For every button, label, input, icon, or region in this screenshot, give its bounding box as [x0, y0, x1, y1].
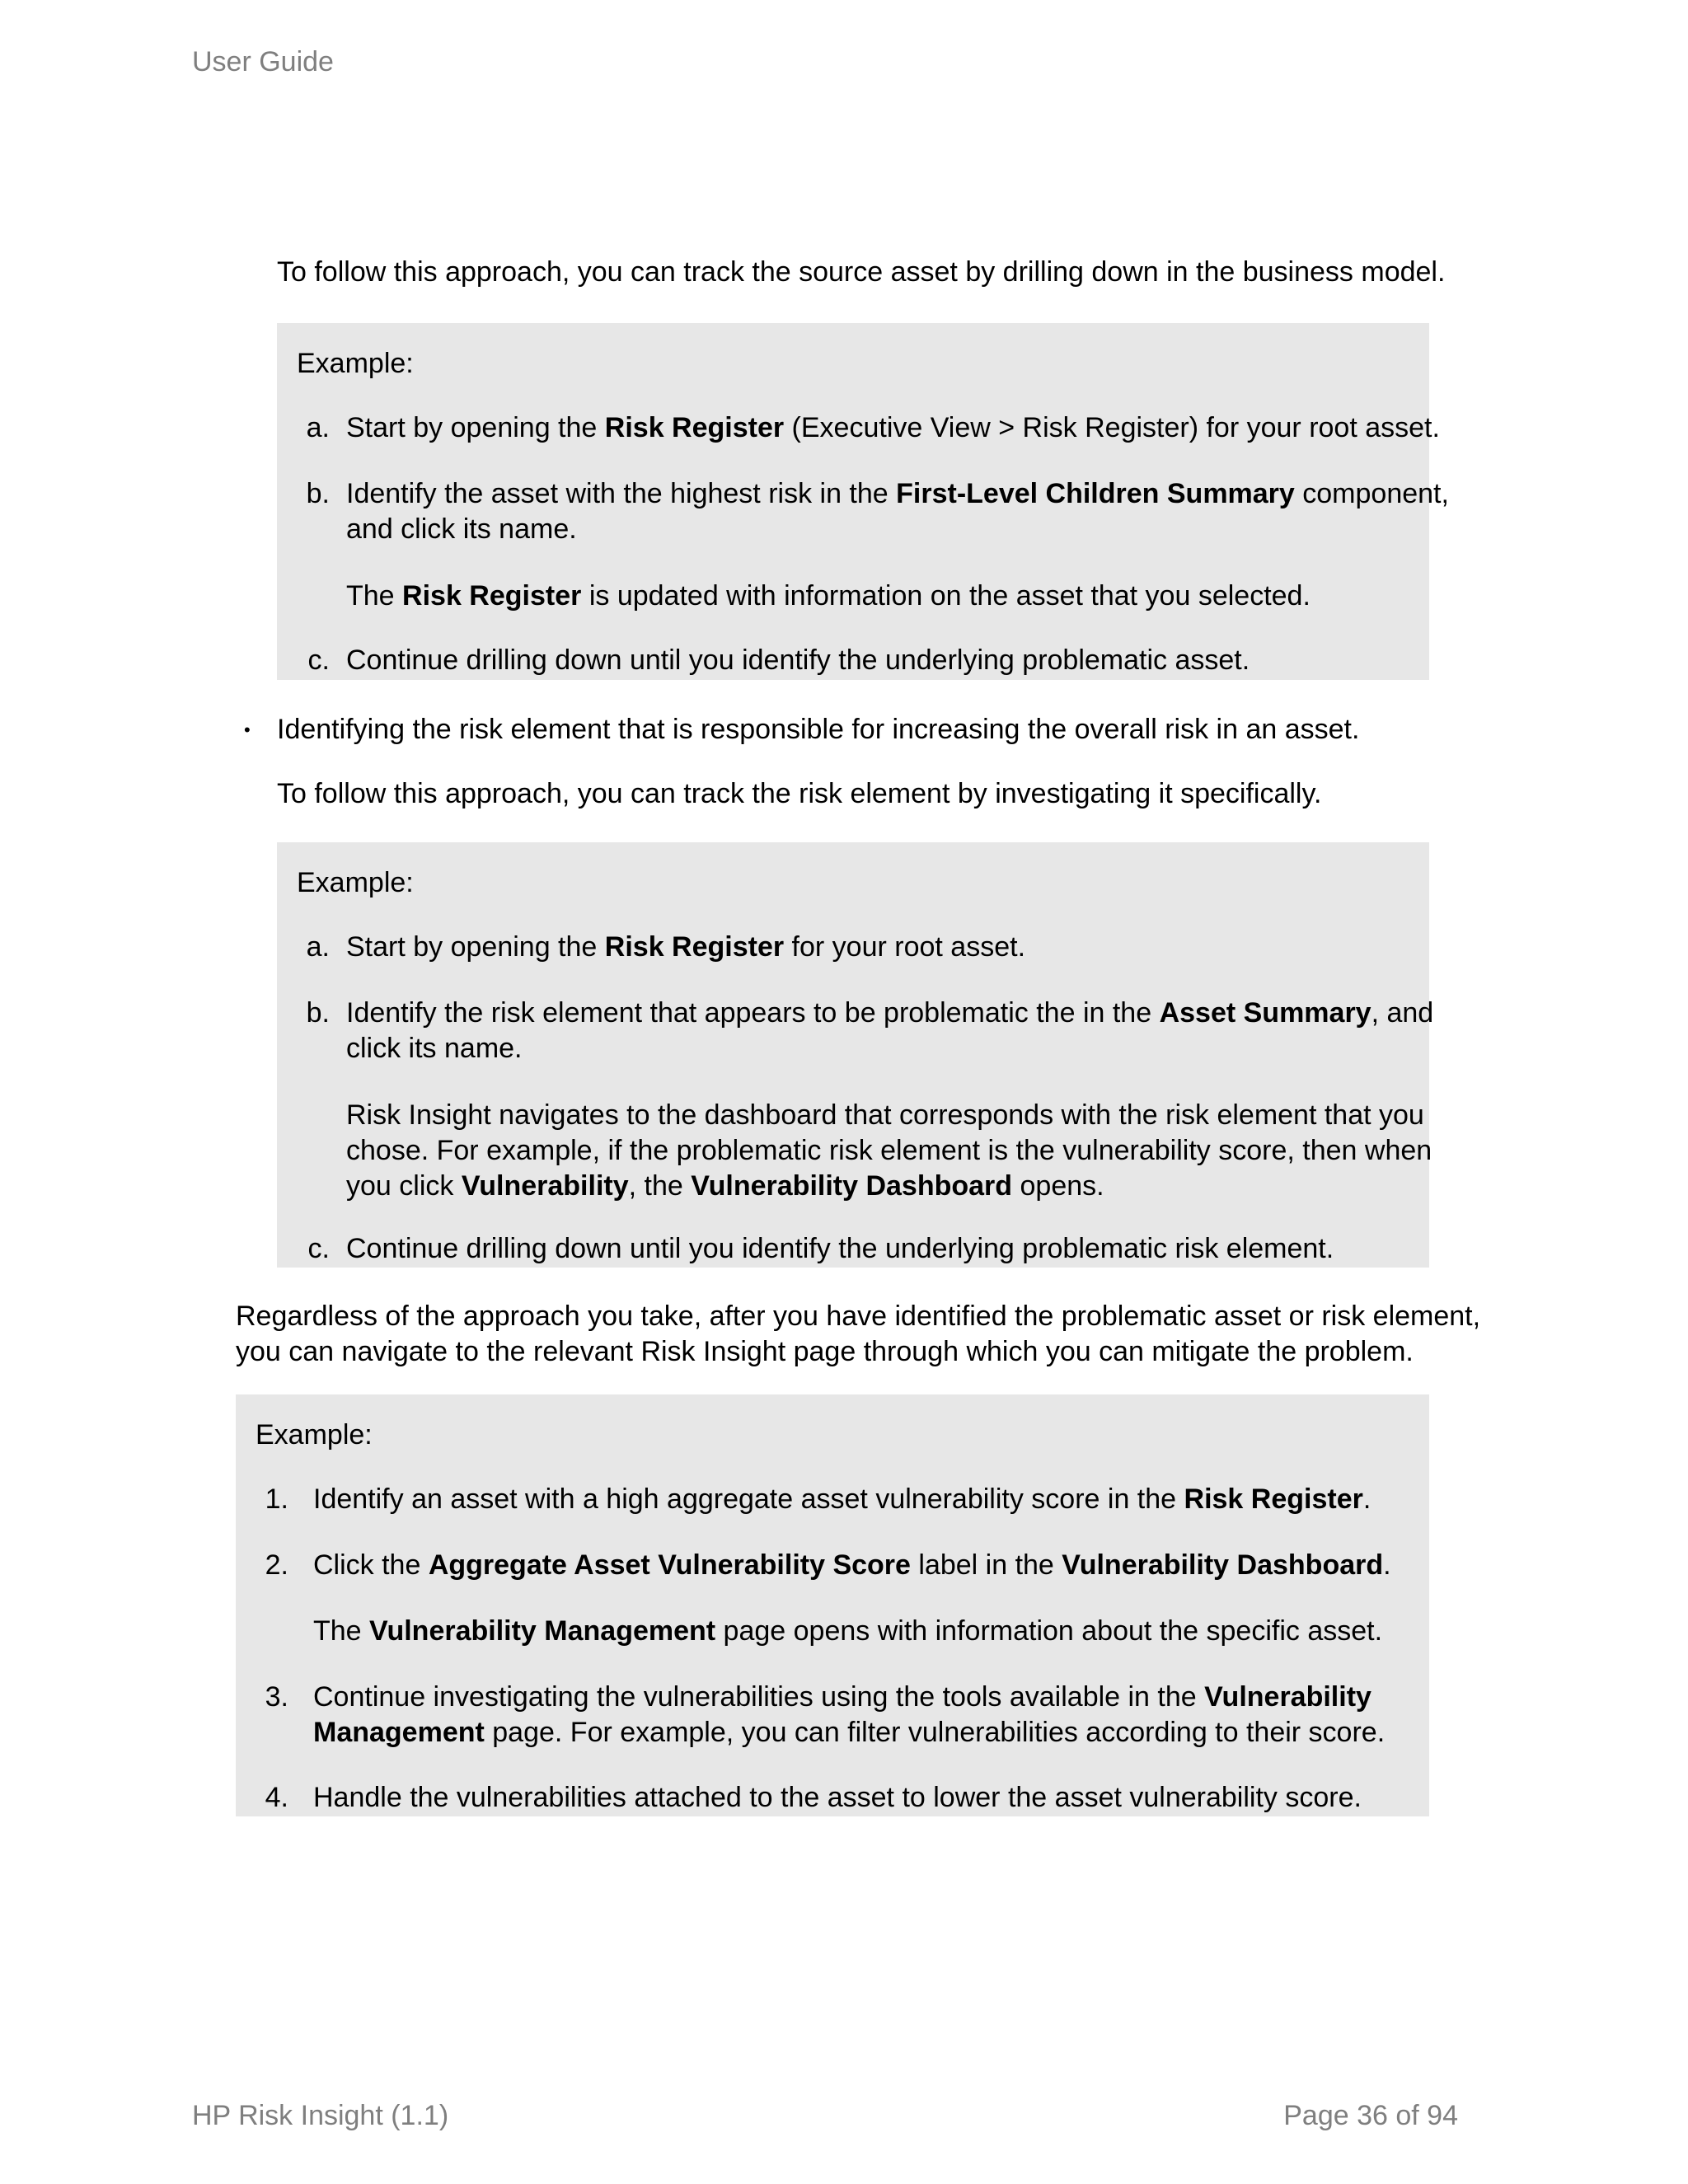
list-item-note-text: Risk Insight navigates to the dashboard that corresponds with the risk element that you chose. For example, if the problematic risk element is the vulnerability score, then when you click Vulnerability, the Vulnerability Dashboard opens.: [346, 1099, 1432, 1202]
list-item-text: Click the Aggregate Asset Vulnerability Score label in the Vulnerability Dashboard.: [313, 1549, 1391, 1581]
list-item-text: Continue drilling down until you identify the underlying problematic asset.: [346, 644, 1250, 676]
list-marker: 2.: [265, 1549, 288, 1581]
list-marker: c.: [307, 644, 330, 676]
list-item-text: Handle the vulnerabilities attached to the asset to lower the asset vulnerability score.: [313, 1782, 1362, 1813]
section1-intro: To follow this approach, you can track the source asset by drilling down in the business model.: [277, 256, 1446, 288]
list-item-text: Continue drilling down until you identify the underlying problematic risk element.: [346, 1233, 1334, 1264]
example-box-3: [236, 1394, 1429, 1816]
list-marker: 1.: [265, 1483, 288, 1515]
list-item-text: Identify the asset with the highest risk in the First-Level Children Summary component, and click its name.: [346, 478, 1449, 545]
page-header: User Guide: [192, 46, 334, 77]
list-marker: a.: [306, 931, 330, 963]
bullet-icon: •: [244, 719, 251, 740]
example-box-2: [277, 842, 1434, 1268]
list-item-text: Identify an asset with a high aggregate asset vulnerability score in the Risk Register.: [313, 1483, 1372, 1515]
list-marker: c.: [307, 1233, 330, 1264]
list-item-text: Start by opening the Risk Register for your root asset.: [346, 931, 1026, 963]
list-item-text: Continue investigating the vulnerabilities using the tools available in the Vulnerability Management page. For example, you can filter vulnerabilities according to their score.: [313, 1681, 1386, 1748]
list-marker: 4.: [265, 1782, 288, 1813]
section2-intro: To follow this approach, you can track the risk element by investigating it specifically.: [277, 778, 1322, 809]
example-label: Example:: [256, 1419, 373, 1451]
example-label: Example:: [297, 348, 414, 379]
list-marker: 3.: [265, 1681, 288, 1713]
footer-page-number: Page 36 of 94: [1283, 2100, 1458, 2131]
list-marker: b.: [306, 478, 330, 509]
example-label: Example:: [297, 867, 414, 898]
footer-product: HP Risk Insight (1.1): [192, 2100, 449, 2131]
list-marker: b.: [306, 997, 330, 1029]
list-marker: a.: [306, 412, 330, 443]
list-item-note-text: The Vulnerability Management page opens with information about the specific asset.: [313, 1615, 1383, 1647]
list-item-text: Identify the risk element that appears to be problematic the in the Asset Summary, and click its name.: [346, 997, 1434, 1064]
list-item-text: Start by opening the Risk Register (Executive View > Risk Register) for your root asset.: [346, 412, 1440, 443]
bullet-text: Identifying the risk element that is responsible for increasing the overall risk in an asset.: [277, 714, 1360, 745]
summary-paragraph: Regardless of the approach you take, after you have identified the problematic asset or risk element, you can navigate to the relevant Risk Insight page through which you can mitigate the problem.: [236, 1301, 1481, 1367]
example-box-1: [277, 323, 1449, 680]
list-item-note-text: The Risk Register is updated with information on the asset that you selected.: [346, 580, 1311, 612]
